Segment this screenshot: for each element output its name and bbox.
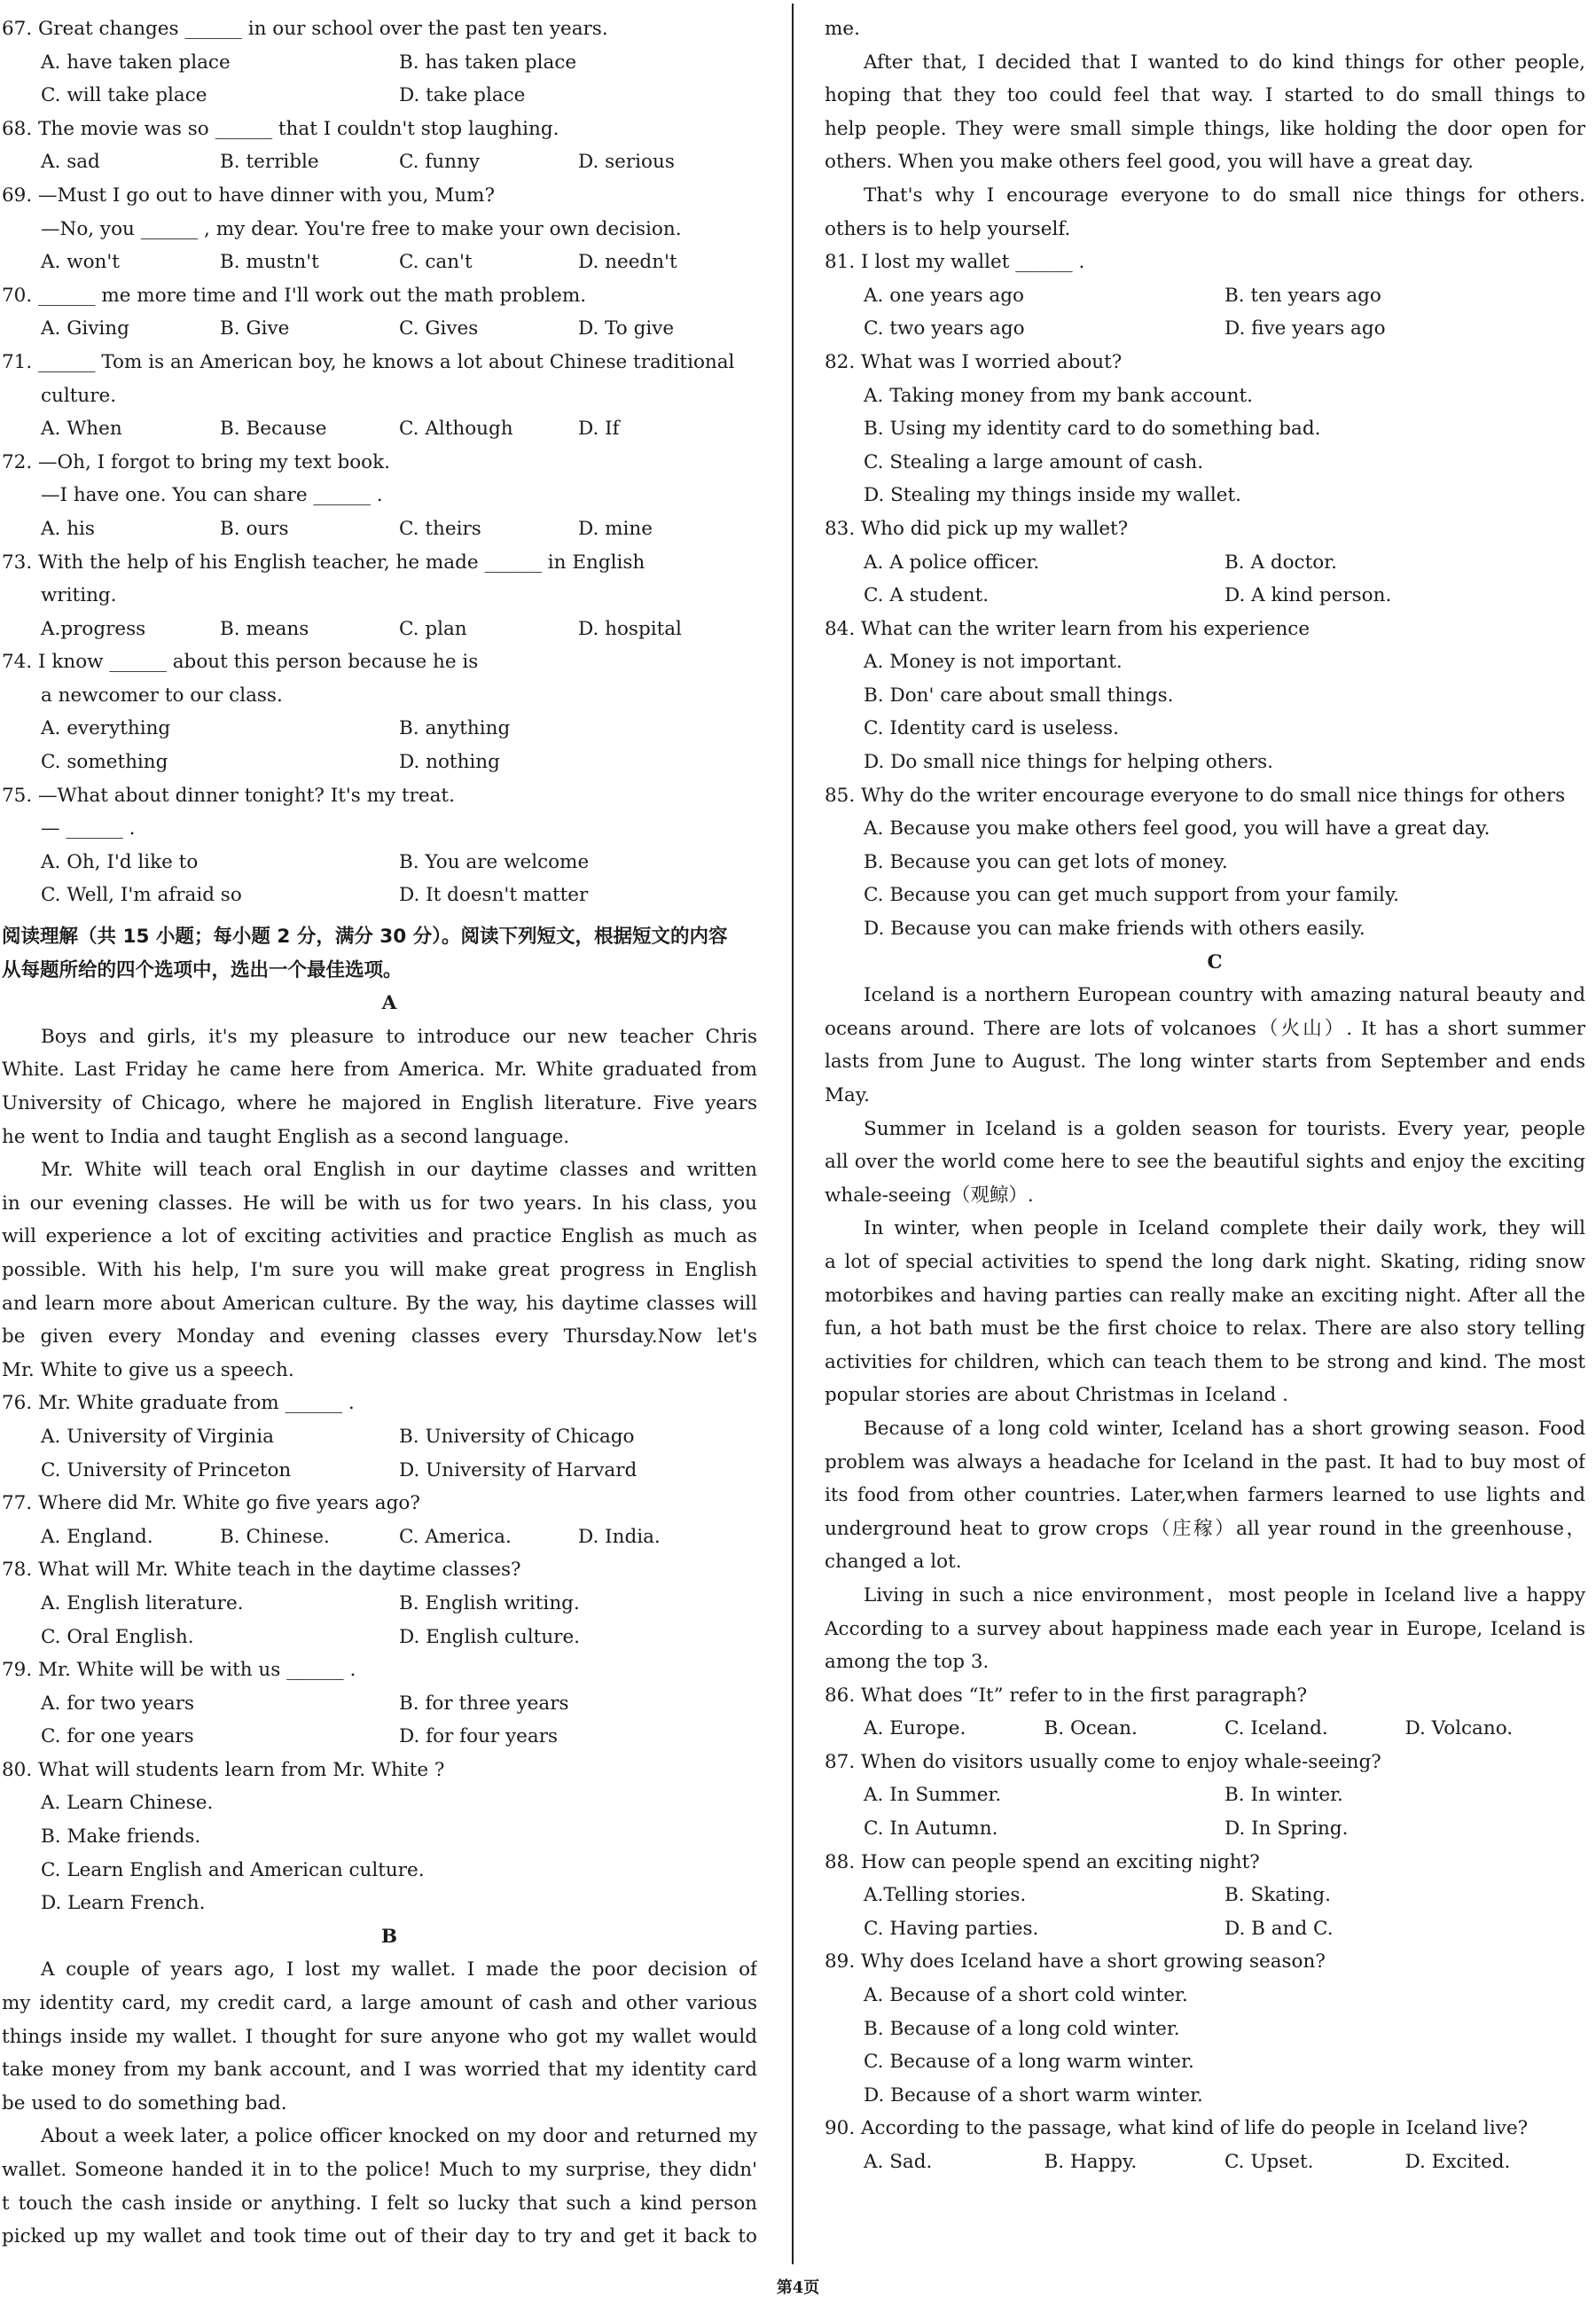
passage-line: hoping that they too could feel that way. I started to do small things to [825,84,1585,107]
option-row [825,312,1585,346]
answer-option: C. University of Princeton [41,1458,292,1481]
question-line: —No, you ______ , my dear. You're free to make your own decision. [41,217,682,240]
passage-paragraph-start: Living in such a nice environment，most people in Iceland live a happy [864,1583,1585,1606]
question-line: D. Because of a short warm winter. [864,2083,1203,2106]
option-row [2,412,757,446]
option-row [2,879,757,912]
option-row [2,246,757,279]
answer-option: A. for two years [41,1692,195,1715]
passage-line: others. When you make others feel good, you will have a great day. [825,151,1474,174]
question: 83. Who did pick up my wallet? [825,517,1129,540]
answer-option: B. In winter. [1224,1784,1343,1807]
answer-option: B. Because [220,418,327,441]
option-row [2,746,757,779]
answer-option: B. mustn't [220,251,319,274]
answer-option: D. B and C. [1224,1917,1334,1940]
question: 89. Why does Iceland have a short growing season? [825,1950,1326,1974]
option-row [2,46,757,80]
question-line: writing. [41,584,117,607]
question-line: D. Do small nice things for helping others. [864,751,1273,774]
passage-line: its food from other countries. Later,when farmers learned to use lights and [825,1484,1585,1507]
passage-paragraph-start: Boys and girls, it's my pleasure to introduce our new teacher Chris [41,1025,757,1048]
answer-option: A. have taken place [41,51,231,74]
question-line: C. Learn English and American culture. [41,1858,425,1881]
question-line: D. Because you can make friends with others easily. [864,918,1365,941]
answer-option: D. University of Harvard [399,1458,638,1481]
answer-option: D. English culture. [399,1625,580,1648]
answer-option: D. Excited. [1404,2151,1511,2173]
question: 82. What was I worried about? [825,350,1123,373]
option-row [825,1912,1585,1946]
question-line: C. Identity card is useless. [864,717,1119,740]
answer-option: C. can't [399,251,473,274]
option-row [825,2146,1585,2179]
answer-option: B. ours [220,517,289,540]
question: 74. I know ______ about this person because he is [2,651,479,674]
passage-line: possible. With his help, I'm sure you will make great progress in English [2,1258,757,1281]
question: 87. When do visitors usually come to enjoy whale-seeing? [825,1750,1381,1773]
answer-option: C. Well, I'm afraid so [41,884,242,907]
option-row [825,279,1585,313]
question: 76. Mr. White graduate from ______ . [2,1392,355,1415]
answer-option: D. take place [399,84,526,107]
passage-paragraph-start: About a week later, a police officer knocked on my door and returned my [41,2125,757,2148]
question: 73. With the help of his English teacher, he made ______ in English [2,551,645,574]
answer-option: A.Telling stories. [864,1884,1027,1907]
answer-option: B. A doctor. [1224,551,1337,574]
passage-line: help people. They were small simple things, like holding the door open for [825,117,1585,140]
answer-option: C. Oral English. [41,1625,194,1648]
option-row [2,1621,757,1654]
answer-option: D. In Spring. [1224,1817,1349,1841]
question: 71. ______ Tom is an American boy, he knows a lot about Chinese traditional [2,350,735,373]
answer-option: C. Gives [399,317,479,340]
answer-option: B. Give [220,317,290,340]
passage-line: picked up my wallet and took time out of their day to try and get it back to [2,2225,757,2248]
question: 70. ______ me more time and I'll work out the math problem. [2,284,587,307]
option-row [825,546,1585,580]
question-line: A. Learn Chinese. [41,1792,214,1815]
answer-option: A. his [41,517,95,540]
answer-option: D. mine [578,517,653,540]
answer-option: B. ten years ago [1224,284,1381,307]
answer-option: B. English writing. [399,1591,580,1614]
answer-option: D. needn't [578,251,677,274]
answer-option: A. England. [41,1525,153,1548]
passage-line: in our evening classes. He will be with us for two years. In his class, you [2,1192,757,1215]
passage-line: May. [825,1084,870,1106]
answer-option: C. plan [399,617,467,640]
answer-option: C. Iceland. [1224,1717,1328,1740]
answer-option: B. Skating. [1224,1884,1332,1907]
answer-option: D. If [578,418,620,441]
passage-paragraph-start: After that, I decided that I wanted to do kind things for other people, [864,51,1585,74]
option-row [2,613,757,646]
answer-option: C. Having parties. [864,1917,1039,1940]
question: 79. Mr. White will be with us ______ . [2,1659,356,1682]
passage-line: activities for children, which can teach them to be strong and kind. The most [825,1350,1585,1373]
question: 68. The movie was so ______ that I couldn't stop laughing. [2,117,559,140]
answer-option: D. India. [578,1525,661,1548]
question-line: B. Because of a long cold winter. [864,2017,1180,2040]
passage-line: take money from my bank account, and I was worried that my identity card [2,2059,757,2082]
question-line: A. Because you make others feel good, you will have a great day. [864,817,1490,840]
question: 77. Where did Mr. White go five years ago? [2,1492,420,1515]
answer-option: B. University of Chicago [399,1425,635,1448]
answer-option: C. for one years [41,1725,194,1748]
answer-option: A. everything [41,717,171,740]
option-row [2,1454,757,1488]
answer-option: A. When [41,418,122,441]
question-line: B. Because you can get lots of money. [864,850,1228,873]
answer-option: C. America. [399,1525,512,1548]
answer-option: D. It doesn't matter [399,884,589,907]
question-line: C. Stealing a large amount of cash. [864,450,1204,473]
answer-option: D. five years ago [1224,317,1386,340]
question-line: B. Make friends. [41,1825,201,1849]
question: 72. —Oh, I forgot to bring my text book. [2,450,390,473]
passage-paragraph-start: Because of a long cold winter, Iceland has a short growing season. Food [864,1417,1585,1440]
passage-line: others is to help yourself. [825,217,1071,240]
page-footer: 第4页 [776,2278,820,2297]
section-heading: 阅读理解（共 15 小题；每小题 2 分，满分 30 分）。阅读下列短文，根据短文的内容 [2,926,728,949]
answer-option: D. Volcano. [1404,1717,1514,1740]
answer-option: C. Upset. [1224,2151,1314,2173]
option-row [2,712,757,746]
passage-label: C [1207,950,1223,973]
answer-option: B. Chinese. [220,1525,330,1548]
passage-line: and learn more about American culture. By the way, his daytime classes will [2,1292,757,1315]
answer-option: C. something [41,751,168,774]
option-row [2,1520,757,1554]
question-line: C. Because of a long warm winter. [864,2051,1194,2074]
passage-line: me. [825,18,860,40]
answer-option: A. Oh, I'd like to [41,850,199,873]
passage-paragraph-start: A couple of years ago, I lost my wallet. I made the poor decision of [41,1958,757,1981]
left-column [2,12,757,2254]
answer-option: D. To give [578,317,675,340]
passage-line: all over the world come here to see the beautiful sights and enjoy the exciting [825,1151,1585,1174]
option-row [2,846,757,879]
passage-paragraph-start: Iceland is a northern European country with amazing natural beauty and [864,984,1585,1007]
option-row [2,1687,757,1721]
passage-line: fun, a hot bath must be the first choice to relax. There are also story telling [825,1317,1585,1340]
question-line: C. Because you can get much support from your family. [864,884,1399,907]
answer-option: A. English literature. [41,1591,244,1614]
right-column [825,12,1585,2179]
option-row [825,1778,1585,1812]
answer-option: C. Although [399,418,513,441]
option-row [825,579,1585,613]
answer-option: A. sad [41,151,100,174]
passage-line: changed a lot. [825,1551,962,1574]
passage-line: whale-seeing（观鲸）. [825,1184,1034,1207]
passage-line: problem was always a headache for Iceland in the past. It had to buy most of [825,1450,1585,1473]
answer-option: A. University of Virginia [41,1425,274,1448]
answer-option: D. nothing [399,751,500,774]
option-row [825,1812,1585,1846]
question-line: culture. [41,384,117,407]
passage-label: A [381,992,397,1015]
question-line: A. Taking money from my bank account. [864,384,1253,407]
answer-option: A.progress [41,617,146,640]
question: 69. —Must I go out to have dinner with you, Mum? [2,184,495,207]
passage-line: be given every Monday and evening classes every Thursday.Now let's [2,1325,757,1348]
passage-line: t touch the cash inside or anything. I felt so lucky that such a kind person [2,2192,757,2215]
answer-option: B. Happy. [1044,2151,1138,2173]
passage-line: lasts from June to August. The long winter starts from September and ends [825,1051,1585,1074]
answer-option: C. two years ago [864,317,1025,340]
answer-option: A. Giving [41,317,129,340]
answer-option: B. Ocean. [1044,1717,1138,1740]
option-row [2,312,757,346]
answer-option: D. hospital [578,617,682,640]
passage-line: popular stories are about Christmas in Iceland . [825,1384,1288,1407]
question-line: D. Stealing my things inside my wallet. [864,484,1241,507]
passage-line: he went to India and taught English as a second language. [2,1125,570,1148]
passage-line: According to a survey about happiness made each year in Europe, Iceland is [825,1617,1585,1640]
question-line: D. Learn French. [41,1892,206,1915]
passage-line: White. Last Friday he came here from America. Mr. White graduated from [2,1059,757,1082]
question: 90. According to the passage, what kind of life do people in Iceland live? [825,2117,1529,2140]
option-row [2,145,757,179]
question: 88. How can people spend an exciting night? [825,1850,1260,1873]
question: 85. Why do the writer encourage everyone to do small nice things for others [825,784,1566,807]
option-row [2,512,757,546]
answer-option: B. anything [399,717,511,740]
question: 67. Great changes ______ in our school over the past ten years. [2,18,608,40]
question: 80. What will students learn from Mr. White ? [2,1758,445,1781]
passage-line: motorbikes and having parties can really make an exciting night. After all the [825,1284,1585,1307]
answer-option: A. In Summer. [864,1784,1002,1807]
passage-line: my identity card, my credit card, a large amount of cash and other various [2,1992,757,2015]
answer-option: A. Sad. [864,2151,933,2173]
answer-option: A. A police officer. [864,551,1040,574]
passage-line: among the top 3. [825,1651,990,1674]
passage-line: a lot of special activities to spend the long dark night. Skating, riding snow [825,1250,1585,1273]
answer-option: B. You are welcome [399,850,590,873]
answer-option: C. In Autumn. [864,1817,998,1841]
option-row [2,1420,757,1454]
answer-option: A. Europe. [864,1717,966,1740]
answer-option: C. funny [399,151,480,174]
question-line: A. Because of a short cold winter. [864,1984,1188,2007]
passage-paragraph-start: Mr. White will teach oral English in our daytime classes and written [41,1159,757,1182]
question-line: — ______ . [41,817,136,840]
option-row [2,79,757,113]
answer-option: B. has taken place [399,51,577,74]
question: 86. What does “It” refer to in the first paragraph? [825,1684,1308,1707]
question: 81. I lost my wallet ______ . [825,251,1085,274]
answer-option: C. will take place [41,84,207,107]
question-line: B. Using my identity card to do something bad. [864,418,1321,441]
answer-option: B. for three years [399,1692,569,1715]
answer-option: D. for four years [399,1725,559,1748]
answer-option: B. means [220,617,309,640]
option-row [2,1720,757,1754]
passage-line: University of Chicago, where he majored in English literature. Five years [2,1092,757,1114]
answer-option: D. serious [578,151,675,174]
column-divider [792,4,794,2264]
option-row [825,1712,1585,1746]
question-line: A. Money is not important. [864,651,1123,674]
answer-option: A. won't [41,251,120,274]
answer-option: C. theirs [399,517,481,540]
passage-label: B [380,1925,398,1948]
question-line: —I have one. You can share ______ . [41,484,383,507]
answer-option: C. A student. [864,584,990,607]
option-row [2,1587,757,1621]
passage-line: things inside my wallet. I thought for sure anyone who got my wallet would [2,2025,757,2048]
passage-line: be used to do something bad. [2,2091,287,2114]
passage-paragraph-start: Summer in Iceland is a golden season for tourists. Every year, people [864,1117,1585,1140]
question: 75. —What about dinner tonight? It's my treat. [2,784,455,807]
passage-line: Mr. White to give us a speech. [2,1358,294,1381]
passage-line: will experience a lot of exciting activities and practice English as much as [2,1225,757,1248]
question-line: B. Don' care about small things. [864,684,1174,707]
answer-option: B. terrible [220,151,319,174]
passage-paragraph-start: In winter, when people in Iceland complete their daily work, they will [864,1217,1585,1240]
passage-paragraph-start: That's why I encourage everyone to do small nice things for others. [864,184,1585,207]
answer-option: A. one years ago [864,284,1024,307]
spacer [2,912,757,920]
passage-line: oceans around. There are lots of volcanoes（火山）. It has a short summer [825,1017,1585,1040]
question: 78. What will Mr. White teach in the daytime classes? [2,1559,521,1582]
passage-line: underground heat to grow crops（庄稼）all year round in the greenhouse， [825,1517,1585,1540]
section-heading: 从每题所给的四个选项中，选出一个最佳选项。 [2,958,403,981]
passage-line: wallet. Someone handed it in to the police! Much to my surprise, they didn' [2,2159,757,2181]
question-line: a newcomer to our class. [41,684,283,707]
option-row [825,1879,1585,1912]
question: 84. What can the writer learn from his experience [825,617,1310,640]
answer-option: D. A kind person. [1224,584,1392,607]
